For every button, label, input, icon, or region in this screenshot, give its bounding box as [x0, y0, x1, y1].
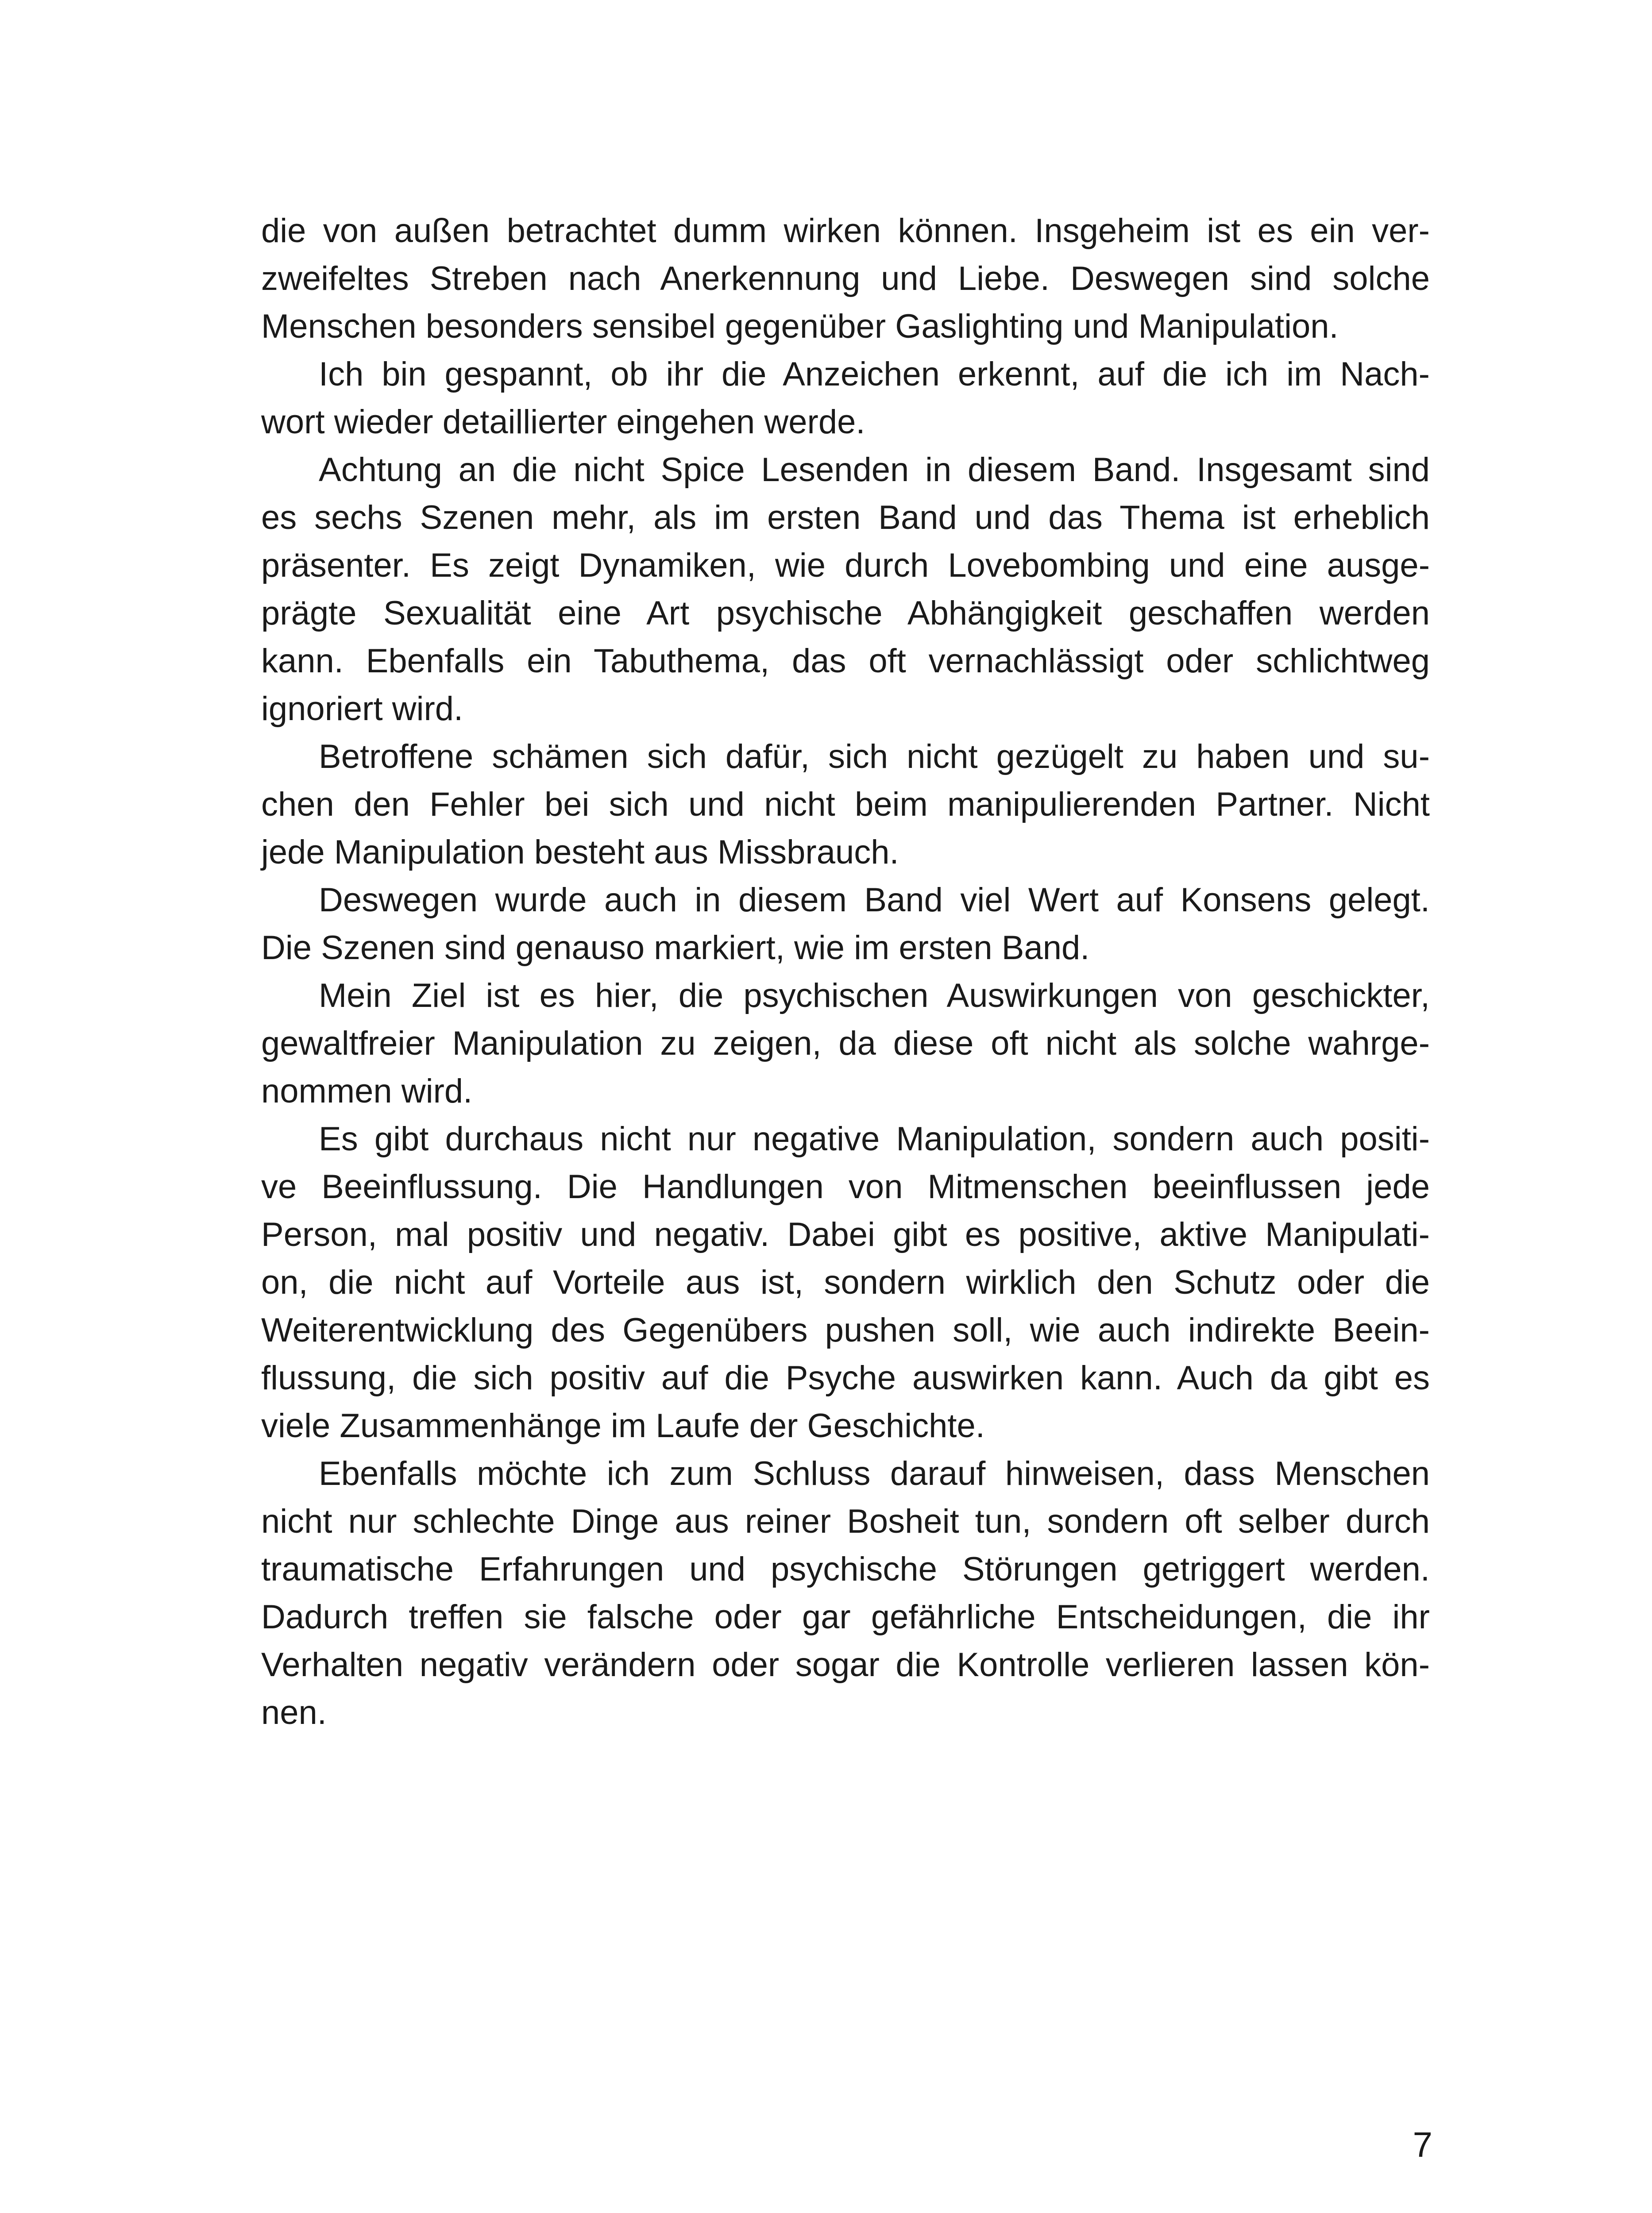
text-line: nen.	[261, 1694, 327, 1731]
body-text	[261, 207, 1430, 1737]
text-line: es sechs Szenen mehr, als im ersten Band und das Thema ist erheblich	[261, 499, 1430, 536]
paragraph	[261, 876, 1430, 972]
text-line: Dadurch treffen sie falsche oder gar gefährliche Entscheidungen, die ihr	[261, 1598, 1430, 1636]
text-line: Ebenfalls möchte ich zum Schluss darauf hinweisen, dass Menschen	[319, 1455, 1430, 1492]
text-line: Mein Ziel ist es hier, die psychischen Auswirkungen von geschickter,	[319, 977, 1430, 1014]
paragraph	[261, 446, 1430, 733]
text-line: kann. Ebenfalls ein Tabuthema, das oft vernachlässigt oder schlichtweg	[261, 642, 1430, 680]
text-line: Weiterentwicklung des Gegenübers pushen soll, wie auch indirekte Beein-	[261, 1311, 1430, 1349]
text-line: präsenter. Es zeigt Dynamiken, wie durch Lovebombing und eine ausge-	[261, 547, 1430, 584]
paragraph	[261, 351, 1430, 446]
text-line: Betroffene schämen sich dafür, sich nicht gezügelt zu haben und su-	[319, 738, 1430, 775]
text-line: Achtung an die nicht Spice Lesenden in diesem Band. Insgesamt sind	[319, 451, 1430, 489]
paragraph	[261, 207, 1430, 351]
text-line: flussung, die sich positiv auf die Psyche auswirken kann. Auch da gibt es	[261, 1359, 1430, 1397]
text-line: on, die nicht auf Vorteile aus ist, sondern wirklich den Schutz oder die	[261, 1264, 1430, 1301]
text-line: Es gibt durchaus nicht nur negative Manipulation, sondern auch positi-	[319, 1120, 1430, 1158]
text-line: nommen wird.	[261, 1072, 473, 1110]
text-line: Person, mal positiv und negativ. Dabei gibt es positive, aktive Manipulati-	[261, 1216, 1430, 1253]
page-number: 7	[1413, 2125, 1432, 2164]
text-line: viele Zusammenhänge im Laufe der Geschichte.	[261, 1407, 985, 1445]
text-line: jede Manipulation besteht aus Missbrauch.	[261, 833, 899, 871]
text-line: die von außen betrachtet dumm wirken können. Insgeheim ist es ein ver-	[261, 212, 1430, 250]
paragraph	[261, 733, 1430, 876]
text-line: Deswegen wurde auch in diesem Band viel Wert auf Konsens gelegt.	[319, 881, 1430, 919]
paragraph	[261, 972, 1430, 1115]
text-line: Die Szenen sind genauso markiert, wie im ersten Band.	[261, 929, 1090, 967]
text-line: ignoriert wird.	[261, 690, 463, 728]
text-line: nicht nur schlechte Dinge aus reiner Bosheit tun, sondern oft selber durch	[261, 1503, 1430, 1540]
text-line: prägte Sexualität eine Art psychische Abhängigkeit geschaffen werden	[261, 594, 1430, 632]
text-line: wort wieder detaillierter eingehen werde.	[261, 403, 865, 441]
text-line: gewaltfreier Manipulation zu zeigen, da diese oft nicht als solche wahrge-	[261, 1025, 1430, 1062]
text-line: ve Beeinflussung. Die Handlungen von Mitmenschen beeinflussen jede	[261, 1168, 1430, 1206]
text-line: Verhalten negativ verändern oder sogar die Kontrolle verlieren lassen kön-	[261, 1646, 1430, 1684]
text-line: chen den Fehler bei sich und nicht beim manipulierenden Partner. Nicht	[261, 786, 1430, 823]
text-line: zweifeltes Streben nach Anerkennung und Liebe. Deswegen sind solche	[261, 260, 1430, 297]
text-line: Ich bin gespannt, ob ihr die Anzeichen erkennt, auf die ich im Nach-	[319, 355, 1430, 393]
paragraph	[261, 1115, 1430, 1450]
text-line: traumatische Erfahrungen und psychische Störungen getriggert werden.	[261, 1550, 1430, 1588]
text-line: Menschen besonders sensibel gegenüber Gaslighting und Manipulation.	[261, 308, 1339, 345]
paragraph	[261, 1450, 1430, 1737]
